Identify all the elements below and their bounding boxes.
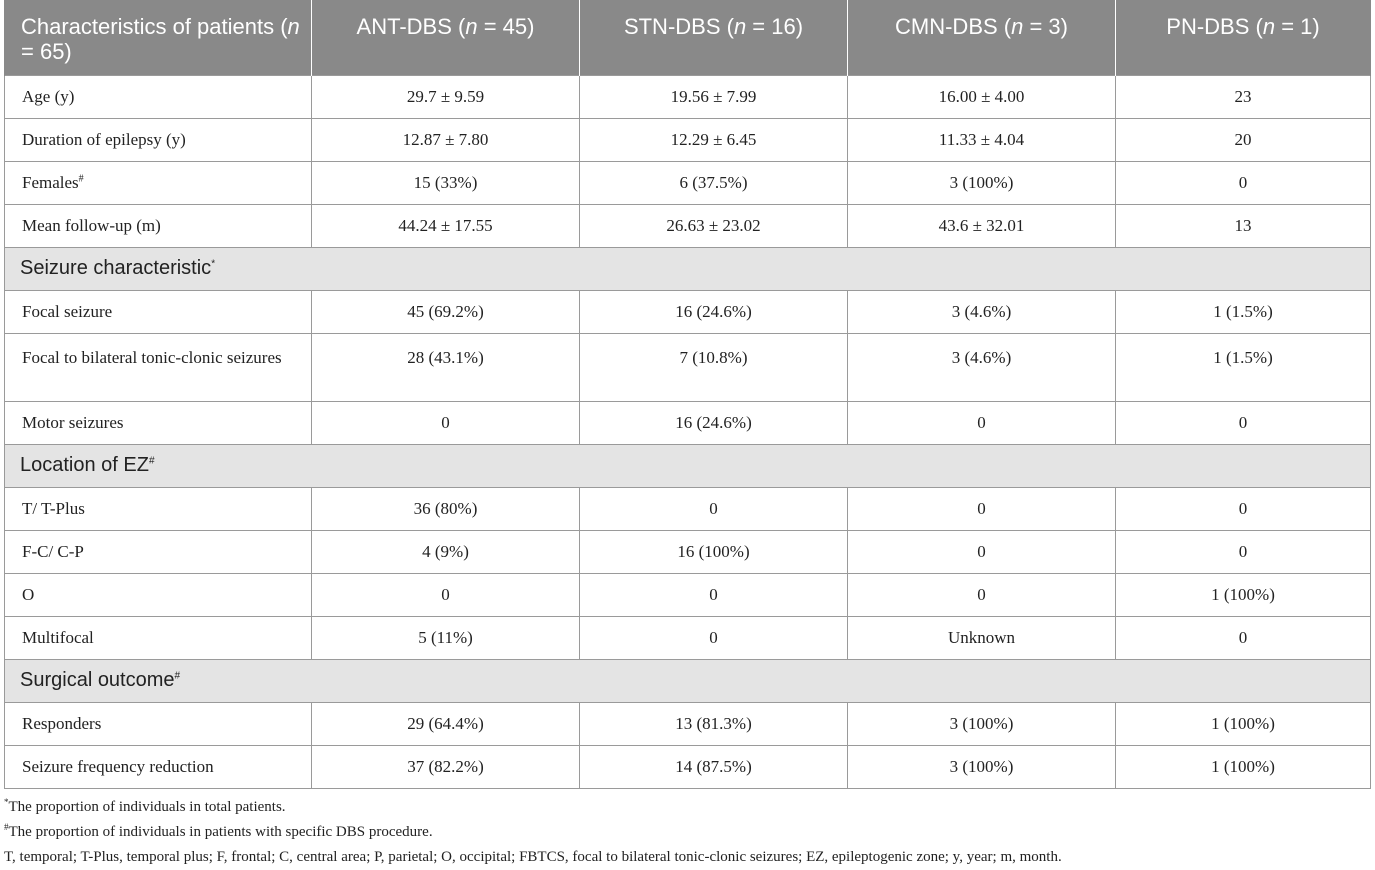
row-label: Focal to bilateral tonic-clonic seizures	[5, 333, 312, 401]
row-label: Focal seizure	[5, 290, 312, 333]
cell-pn: 23	[1116, 75, 1371, 118]
cell-stn: 0	[580, 616, 848, 659]
cell-ant: 45 (69.2%)	[312, 290, 580, 333]
cell-ant: 15 (33%)	[312, 161, 580, 204]
table-row	[5, 75, 1371, 118]
cell-ant: 44.24 ± 17.55	[312, 204, 580, 247]
cell-stn: 16 (24.6%)	[580, 290, 848, 333]
footnote-1: *The proportion of individuals in total patients.	[4, 797, 286, 815]
table-row	[5, 333, 1371, 401]
cell-cmn: Unknown	[848, 616, 1116, 659]
table-row	[5, 290, 1371, 333]
cell-cmn: 3 (100%)	[848, 702, 1116, 745]
footnote-mark: #	[148, 455, 155, 467]
table-row	[5, 204, 1371, 247]
footnote-2: #The proportion of individuals in patients with specific DBS procedure.	[4, 822, 433, 840]
table-container	[4, 0, 1370, 789]
row-label: T/ T-Plus	[5, 487, 312, 530]
cell-pn: 20	[1116, 118, 1371, 161]
row-label: Motor seizures	[5, 401, 312, 444]
cell-cmn: 3 (100%)	[848, 745, 1116, 788]
table-row	[5, 118, 1371, 161]
cell-stn: 0	[580, 487, 848, 530]
cell-pn: 1 (1.5%)	[1116, 290, 1371, 333]
footnote-mark: #	[174, 670, 181, 682]
cell-ant: 36 (80%)	[312, 487, 580, 530]
cell-cmn: 0	[848, 530, 1116, 573]
patient-characteristics-table	[4, 0, 1371, 789]
table-row	[5, 573, 1371, 616]
cell-ant: 28 (43.1%)	[312, 333, 580, 401]
table-row	[5, 401, 1371, 444]
cell-stn: 12.29 ± 6.45	[580, 118, 848, 161]
section-label: Location of EZ#	[5, 444, 1371, 487]
table-row	[5, 745, 1371, 788]
cell-pn: 0	[1116, 616, 1371, 659]
row-label: Age (y)	[5, 75, 312, 118]
cell-pn: 0	[1116, 487, 1371, 530]
cell-stn: 19.56 ± 7.99	[580, 75, 848, 118]
abbreviations-note: T, temporal; T-Plus, temporal plus; F, frontal; C, central area; P, parietal; O, occipital; FBTCS, focal to bilateral tonic-clonic seizures; EZ, epileptogenic zone; y, year; m, month.	[4, 849, 1062, 865]
table-row	[5, 616, 1371, 659]
cell-stn: 0	[580, 573, 848, 616]
table-row	[5, 487, 1371, 530]
row-label: Females#	[5, 161, 312, 204]
cell-pn: 13	[1116, 204, 1371, 247]
row-label: Seizure frequency reduction	[5, 745, 312, 788]
cell-stn: 26.63 ± 23.02	[580, 204, 848, 247]
cell-ant: 29.7 ± 9.59	[312, 75, 580, 118]
header-ant-dbs: ANT-DBS (n = 45)	[312, 0, 580, 75]
cell-ant: 12.87 ± 7.80	[312, 118, 580, 161]
table-row	[5, 702, 1371, 745]
header-stn-dbs: STN-DBS (n = 16)	[580, 0, 848, 75]
cell-stn: 14 (87.5%)	[580, 745, 848, 788]
cell-ant: 37 (82.2%)	[312, 745, 580, 788]
row-label: Multifocal	[5, 616, 312, 659]
cell-ant: 29 (64.4%)	[312, 702, 580, 745]
cell-ant: 0	[312, 573, 580, 616]
cell-cmn: 43.6 ± 32.01	[848, 204, 1116, 247]
cell-pn: 1 (100%)	[1116, 702, 1371, 745]
footnote-mark: *	[211, 258, 216, 270]
cell-cmn: 3 (4.6%)	[848, 333, 1116, 401]
section-row-seizure	[5, 247, 1371, 290]
header-characteristics: Characteristics of patients (n = 65)	[5, 0, 312, 75]
cell-cmn: 3 (100%)	[848, 161, 1116, 204]
row-label: F-C/ C-P	[5, 530, 312, 573]
cell-ant: 5 (11%)	[312, 616, 580, 659]
section-label: Seizure characteristic*	[5, 247, 1371, 290]
cell-pn: 0	[1116, 530, 1371, 573]
cell-stn: 16 (100%)	[580, 530, 848, 573]
cell-cmn: 0	[848, 487, 1116, 530]
cell-pn: 1 (100%)	[1116, 573, 1371, 616]
cell-ant: 0	[312, 401, 580, 444]
cell-stn: 16 (24.6%)	[580, 401, 848, 444]
footnote-mark: #	[4, 822, 9, 832]
footnote-mark: *	[4, 797, 9, 807]
cell-pn: 0	[1116, 161, 1371, 204]
cell-cmn: 0	[848, 573, 1116, 616]
cell-cmn: 11.33 ± 4.04	[848, 118, 1116, 161]
row-label: O	[5, 573, 312, 616]
cell-stn: 6 (37.5%)	[580, 161, 848, 204]
cell-stn: 13 (81.3%)	[580, 702, 848, 745]
cell-pn: 1 (1.5%)	[1116, 333, 1371, 401]
header-pn-dbs: PN-DBS (n = 1)	[1116, 0, 1371, 75]
cell-ant: 4 (9%)	[312, 530, 580, 573]
section-row-location	[5, 444, 1371, 487]
row-label: Mean follow-up (m)	[5, 204, 312, 247]
cell-pn: 1 (100%)	[1116, 745, 1371, 788]
section-row-outcome	[5, 659, 1371, 702]
cell-pn: 0	[1116, 401, 1371, 444]
table-row	[5, 161, 1371, 204]
cell-cmn: 3 (4.6%)	[848, 290, 1116, 333]
cell-cmn: 16.00 ± 4.00	[848, 75, 1116, 118]
header-row	[5, 0, 1371, 75]
row-label: Responders	[5, 702, 312, 745]
section-label: Surgical outcome#	[5, 659, 1371, 702]
footnote-mark: #	[78, 172, 84, 184]
row-label: Duration of epilepsy (y)	[5, 118, 312, 161]
table-row	[5, 530, 1371, 573]
cell-cmn: 0	[848, 401, 1116, 444]
cell-stn: 7 (10.8%)	[580, 333, 848, 401]
header-cmn-dbs: CMN-DBS (n = 3)	[848, 0, 1116, 75]
table-footnotes	[4, 795, 1370, 870]
